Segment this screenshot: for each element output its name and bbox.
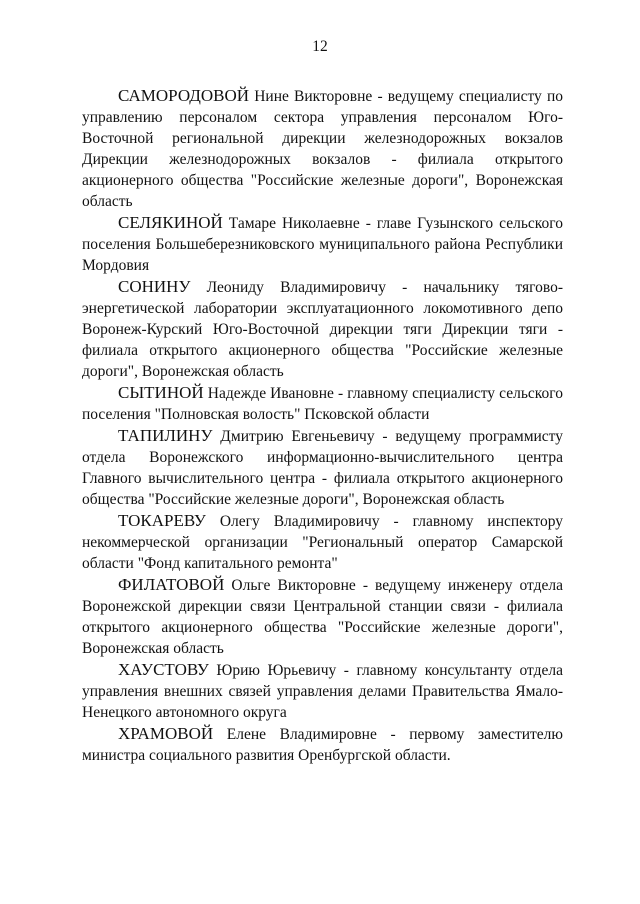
entry-text: Надежде Ивановне - главному специалисту сельского поселения "Полновская волость" Псковской области [82,385,563,423]
award-list [82,85,563,766]
entry-surname: ТАПИЛИНУ [118,426,213,445]
entry-text: Леониду Владимировичу - начальнику тягово-энергетической лаборатории эксплуатационного локомотивного депо Воронеж-Курский Юго-Восточной дирекции тяги Дирекции тяги - филиала открытого акционерного общества "Российские железные дороги", Воронежская область [82,279,563,380]
entry-surname: ФИЛАТОВОЙ [118,575,225,594]
entry-text: Тамаре Николаевне - главе Гузынского сельского поселения Большеберезниковского муниципального района Республики Мордовия [82,215,563,274]
entry-surname: СОНИНУ [118,277,191,296]
entry-text: Ольге Викторовне - ведущему инженеру отдела Воронежской дирекции связи Центральной станции связи - филиала открытого акционерного общества "Российские железные дороги", Воронежская область [82,577,563,657]
list-item [82,85,563,212]
entry-text: Елене Владимировне - первому заместителю министра социального развития Оренбургской области. [82,726,563,764]
entry-text: Юрию Юрьевичу - главному консультанту отдела управления внешних связей управления делами Правительства Ямало-Ненецкого автономного округа [82,662,563,721]
list-item [82,659,563,723]
entry-surname: ТОКАРЕВУ [118,511,206,530]
list-item [82,276,563,382]
entry-surname: СЕЛЯКИНОЙ [118,213,223,232]
entry-text: Олегу Владимировичу - главному инспектору некоммерческой организации "Региональный оператор Самарской области "Фонд капитального ремонта" [82,513,563,572]
entry-surname: ХРАМОВОЙ [118,724,214,743]
page-number: 12 [312,38,328,55]
entry-surname: ХАУСТОВУ [118,660,209,679]
list-item [82,510,563,574]
list-item [82,425,563,510]
list-item [82,382,563,425]
list-item [82,574,563,659]
list-item [82,212,563,276]
entry-text: Нине Викторовне - ведущему специалисту по управлению персоналом сектора управления персоналом Юго-Восточной региональной дирекции железнодорожных вокзалов Дирекции железнодорожных вокзалов - филиала открытого акционерного общества "Российские железные дороги", Воронежская область [82,88,563,210]
entry-surname: САМОРОДОВОЙ [118,86,250,105]
entry-text: Дмитрию Евгеньевичу - ведущему программисту отдела Воронежского информационно-вычислительного центра Главного вычислительного центра - филиала открытого акционерного общества "Российские железные дороги", Воронежская область [82,428,563,508]
list-item [82,723,563,766]
entry-surname: СЫТИНОЙ [118,383,204,402]
